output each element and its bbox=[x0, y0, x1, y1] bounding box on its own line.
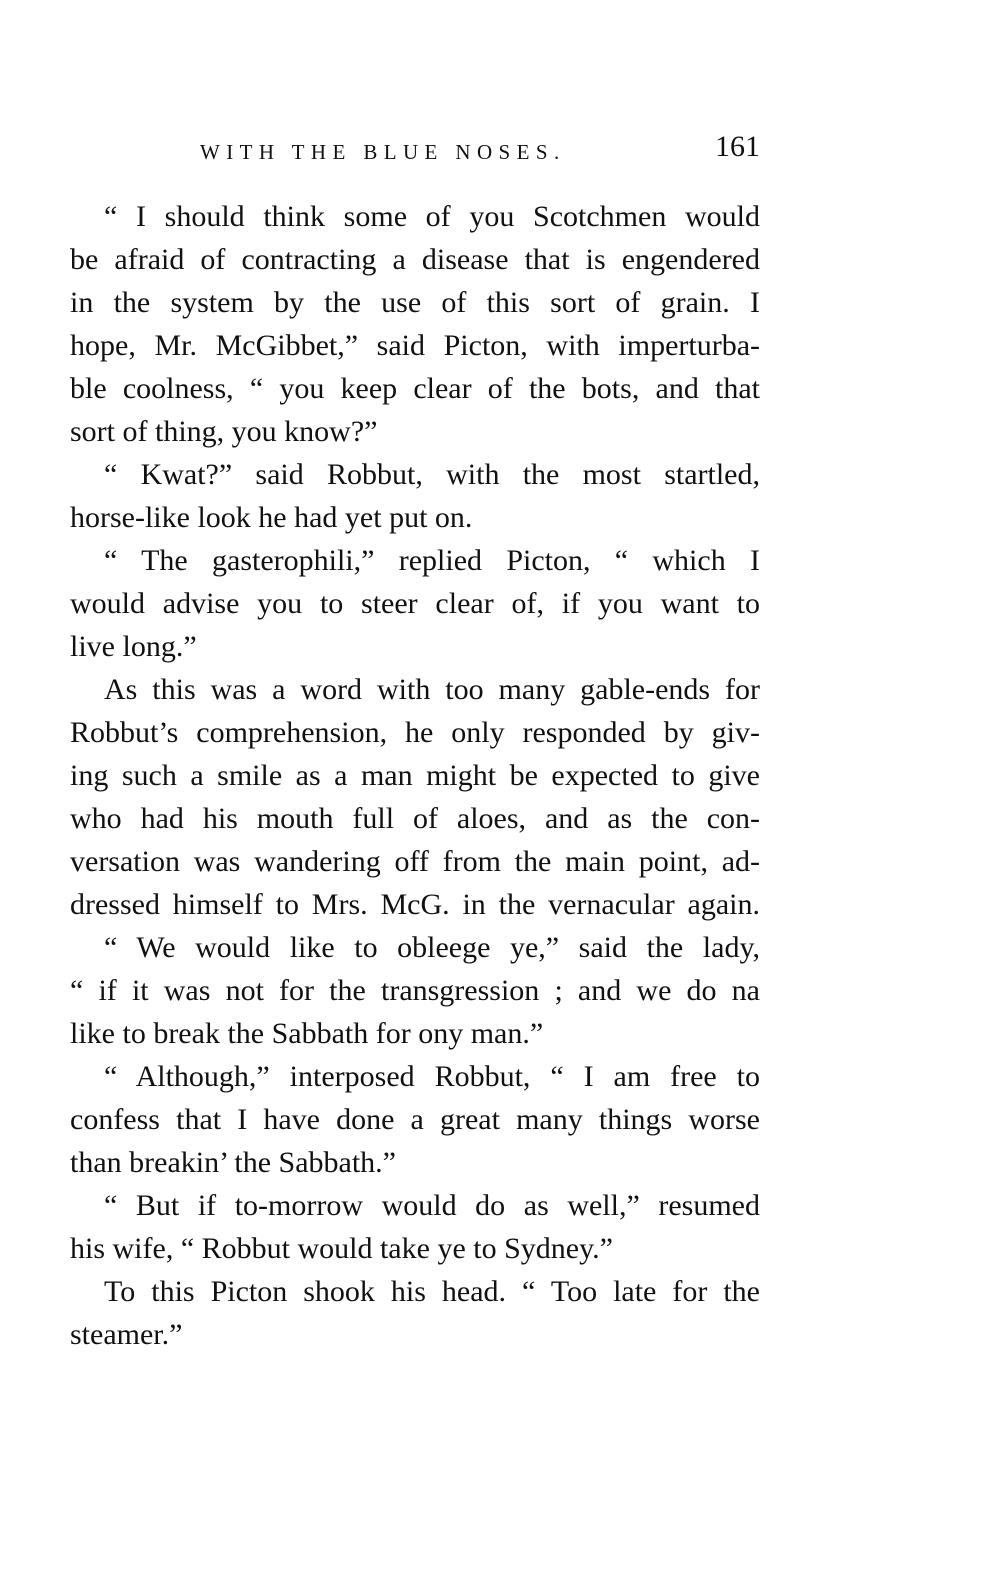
text-line: As this was a word with too many gable-ends for bbox=[104, 673, 760, 706]
text-line: ing such a smile as a man might be expected to give bbox=[70, 759, 760, 792]
text-line: horse-like look he had yet put on. bbox=[70, 501, 473, 534]
text-line: than breakin’ the Sabbath.” bbox=[70, 1146, 396, 1179]
paragraph bbox=[70, 195, 760, 453]
running-header bbox=[70, 128, 760, 168]
text-line: sort of thing, you know?” bbox=[70, 415, 378, 448]
text-line: like to break the Sabbath for ony man.” bbox=[70, 1017, 544, 1050]
text-line: “ We would like to obleege ye,” said the lady, bbox=[104, 931, 760, 964]
paragraph bbox=[70, 1055, 760, 1184]
text-line: To this Picton shook his head. “ Too late for the bbox=[104, 1275, 760, 1308]
text-line: dressed himself to Mrs. McG. in the vernacular again. bbox=[70, 888, 760, 921]
text-line: live long.” bbox=[70, 630, 197, 663]
page-number: 161 bbox=[715, 130, 760, 163]
text-line: ble coolness, “ you keep clear of the bots, and that bbox=[70, 372, 760, 405]
text-line: confess that I have done a great many things worse bbox=[70, 1103, 760, 1136]
text-line: steamer.” bbox=[70, 1318, 183, 1351]
running-title: WITH THE BLUE NOSES. bbox=[200, 140, 566, 164]
text-line: “ Although,” interposed Robbut, “ I am free to bbox=[104, 1060, 760, 1093]
paragraph bbox=[70, 1184, 760, 1270]
paragraph bbox=[70, 668, 760, 926]
body-text bbox=[70, 195, 760, 1356]
text-line: “ I should think some of you Scotchmen would bbox=[104, 200, 760, 233]
paragraph bbox=[70, 453, 760, 539]
paragraph bbox=[70, 539, 760, 668]
text-line: hope, Mr. McGibbet,” said Picton, with imperturba- bbox=[70, 329, 760, 362]
text-line: versation was wandering off from the main point, ad- bbox=[70, 845, 760, 878]
text-line: “ The gasterophili,” replied Picton, “ which I bbox=[104, 544, 760, 577]
text-line: “ But if to-morrow would do as well,” resumed bbox=[104, 1189, 760, 1222]
paragraph bbox=[70, 1270, 760, 1356]
text-line: in the system by the use of this sort of grain. I bbox=[70, 286, 760, 319]
paragraph bbox=[70, 926, 760, 1055]
text-line: would advise you to steer clear of, if you want to bbox=[70, 587, 760, 620]
text-line: his wife, “ Robbut would take ye to Sydney.” bbox=[70, 1232, 613, 1265]
text-line: “ Kwat?” said Robbut, with the most startled, bbox=[104, 458, 760, 491]
text-line: who had his mouth full of aloes, and as the con- bbox=[70, 802, 760, 835]
text-line: be afraid of contracting a disease that is engendered bbox=[70, 243, 760, 276]
text-line: “ if it was not for the transgression ; and we do na bbox=[70, 974, 760, 1007]
text-line: Robbut’s comprehension, he only responded by giv- bbox=[70, 716, 760, 749]
